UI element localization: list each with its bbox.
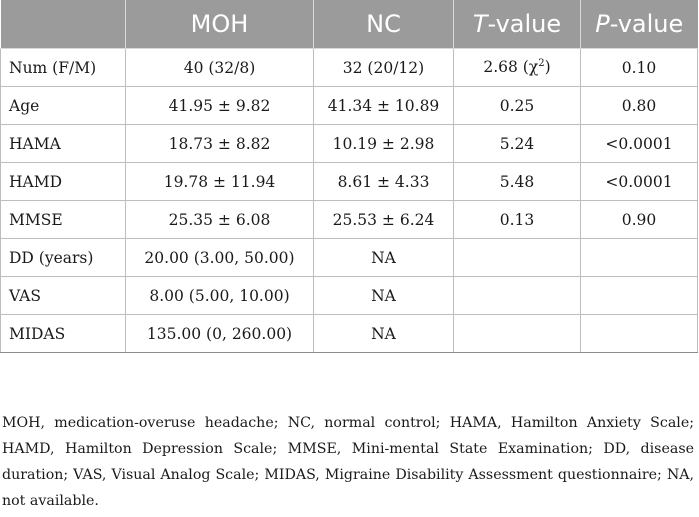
cell-moh: 41.95 ± 9.82 bbox=[126, 87, 314, 125]
table-row bbox=[1, 315, 698, 353]
table-row bbox=[1, 49, 698, 87]
cell-moh: 25.35 ± 6.08 bbox=[126, 201, 314, 239]
cell-moh: 20.00 (3.00, 50.00) bbox=[126, 239, 314, 277]
row-label: DD (years) bbox=[1, 239, 126, 277]
row-label: Age bbox=[1, 87, 126, 125]
row-label: VAS bbox=[1, 277, 126, 315]
cell-p-value: 0.90 bbox=[581, 201, 698, 239]
table-footnote: MOH, medication-overuse headache; NC, normal control; HAMA, Hamilton Anxiety Scale; HAMD, Hamilton Depression Scale; MMSE, Mini-mental State Examination; DD, disease duration; VAS, Visual Analog Scale; MIDAS, Migraine Disability Assessment questionnaire; NA, not available. bbox=[2, 415, 694, 509]
header-variable bbox=[1, 0, 126, 49]
cell-nc: 10.19 ± 2.98 bbox=[314, 125, 454, 163]
cell-t-value bbox=[454, 315, 581, 353]
cell-t-value: 0.13 bbox=[454, 201, 581, 239]
cell-p-value: <0.0001 bbox=[581, 125, 698, 163]
cell-moh: 18.73 ± 8.82 bbox=[126, 125, 314, 163]
cell-p-value: 0.10 bbox=[581, 49, 698, 87]
header-p-value bbox=[581, 0, 698, 49]
row-label: HAMD bbox=[1, 163, 126, 201]
cell-nc: NA bbox=[314, 277, 454, 315]
cell-p-value: <0.0001 bbox=[581, 163, 698, 201]
cell-t-value bbox=[454, 49, 581, 87]
cell-nc: 41.34 ± 10.89 bbox=[314, 87, 454, 125]
chi-square-superscript: 2 bbox=[538, 58, 545, 70]
row-label: HAMA bbox=[1, 125, 126, 163]
cell-p-value bbox=[581, 315, 698, 353]
header-p-suffix: -value bbox=[609, 10, 684, 38]
row-label: MMSE bbox=[1, 201, 126, 239]
header-moh: MOH bbox=[126, 0, 314, 49]
cell-t-value: 0.25 bbox=[454, 87, 581, 125]
table-row bbox=[1, 201, 698, 239]
header-t-symbol: T bbox=[472, 10, 488, 38]
cell-moh: 19.78 ± 11.94 bbox=[126, 163, 314, 201]
cell-nc: 32 (20/12) bbox=[314, 49, 454, 87]
header-p-symbol: P bbox=[595, 10, 610, 38]
cell-t-value: 5.24 bbox=[454, 125, 581, 163]
chi-square-value: 2.68 (χ bbox=[483, 58, 539, 77]
cell-nc: NA bbox=[314, 315, 454, 353]
table-row bbox=[1, 87, 698, 125]
cell-moh: 8.00 (5.00, 10.00) bbox=[126, 277, 314, 315]
table-row bbox=[1, 239, 698, 277]
table-row bbox=[1, 163, 698, 201]
cell-nc: 8.61 ± 4.33 bbox=[314, 163, 454, 201]
cell-p-value bbox=[581, 277, 698, 315]
table-row bbox=[1, 277, 698, 315]
cell-t-value: 5.48 bbox=[454, 163, 581, 201]
cell-nc: 25.53 ± 6.24 bbox=[314, 201, 454, 239]
cell-nc: NA bbox=[314, 239, 454, 277]
cell-p-value bbox=[581, 239, 698, 277]
cell-moh: 135.00 (0, 260.00) bbox=[126, 315, 314, 353]
chi-square-close: ) bbox=[544, 58, 551, 77]
header-nc: NC bbox=[314, 0, 454, 49]
header-row bbox=[1, 0, 698, 49]
cell-moh: 40 (32/8) bbox=[126, 49, 314, 87]
cell-t-value bbox=[454, 239, 581, 277]
row-label: Num (F/M) bbox=[1, 49, 126, 87]
header-t-value bbox=[454, 0, 581, 49]
cell-t-value bbox=[454, 277, 581, 315]
header-t-suffix: -value bbox=[487, 10, 562, 38]
table-row bbox=[1, 125, 698, 163]
row-label: MIDAS bbox=[1, 315, 126, 353]
cell-p-value: 0.80 bbox=[581, 87, 698, 125]
